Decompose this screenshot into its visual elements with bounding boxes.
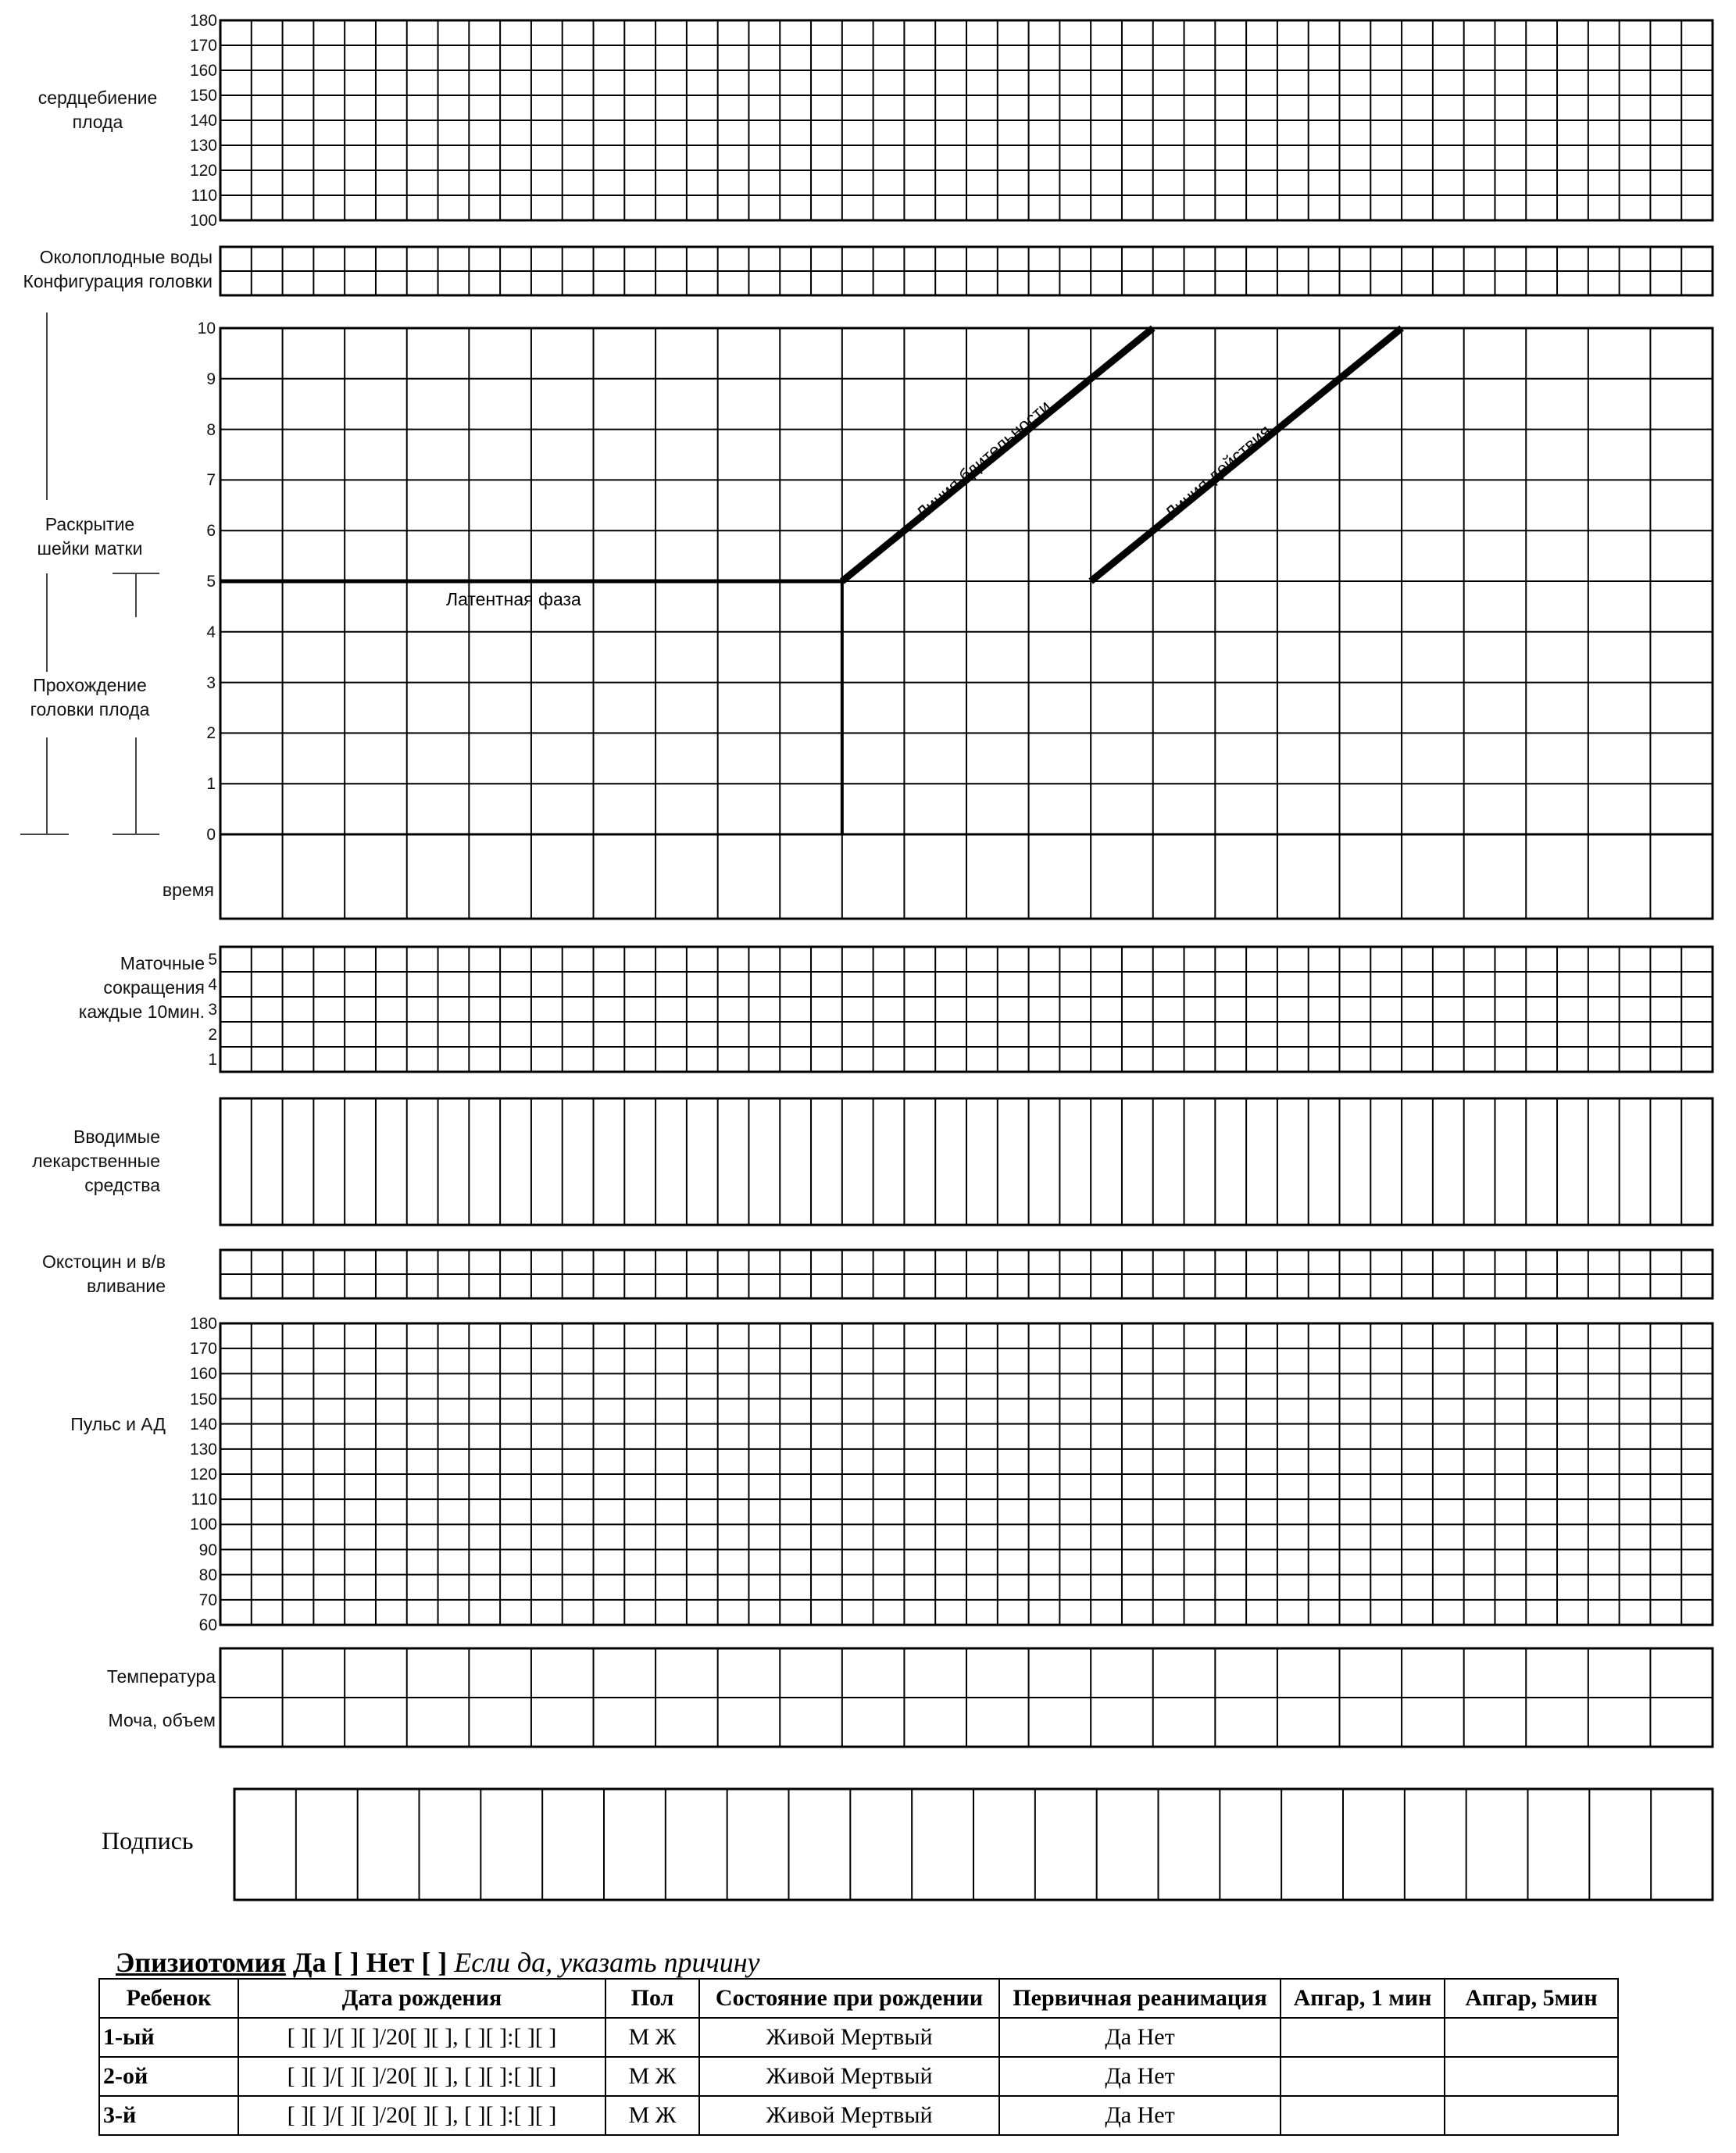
axis-tick-label: 120 bbox=[189, 1466, 217, 1484]
apgar-5-field[interactable] bbox=[1445, 2057, 1618, 2096]
header-apgar-5: Апгар, 5мин bbox=[1445, 1979, 1618, 2018]
axis-tick-label: 100 bbox=[189, 1516, 217, 1534]
header-birth-date: Дата рождения bbox=[238, 1979, 605, 2018]
pulse-bp-label: Пульс и АД bbox=[70, 1414, 166, 1434]
birth-date-field[interactable]: [ ][ ]/[ ][ ]/20[ ][ ], [ ][ ]:[ ][ ] bbox=[238, 2018, 605, 2057]
axis-tick-label: 8 bbox=[206, 420, 216, 439]
apgar-5-field[interactable] bbox=[1445, 2096, 1618, 2135]
birth-date-field[interactable]: [ ][ ]/[ ][ ]/20[ ][ ], [ ][ ]:[ ][ ] bbox=[238, 2057, 605, 2096]
axis-tick-label: 140 bbox=[189, 1415, 217, 1434]
action-line-label: Линия действия bbox=[1160, 420, 1275, 524]
fetal-heart-label: сердцебиение плода bbox=[38, 87, 158, 132]
table-row bbox=[99, 2018, 1618, 2057]
births-table bbox=[98, 1978, 1619, 2136]
axis-tick-label: 100 bbox=[189, 212, 217, 230]
apgar-5-field[interactable] bbox=[1445, 2018, 1618, 2057]
axis-tick-label: 1 bbox=[206, 775, 216, 794]
episiotomy-reason: Если да, указать причину bbox=[454, 1947, 760, 1978]
axis-tick-label: 60 bbox=[198, 1616, 217, 1634]
drugs-label: Вводимые лекарственные средства bbox=[32, 1126, 160, 1195]
apgar-1-field[interactable] bbox=[1281, 2018, 1445, 2057]
birth-date-field[interactable]: [ ][ ]/[ ][ ]/20[ ][ ], [ ][ ]:[ ][ ] bbox=[238, 2096, 605, 2135]
header-sex: Пол bbox=[605, 1979, 699, 2018]
state-field[interactable]: Живой Мертвый bbox=[699, 2096, 999, 2135]
axis-tick-label: 160 bbox=[189, 1365, 217, 1384]
amniotic-label: Околоплодные воды Конфигурация головки bbox=[23, 247, 213, 291]
signature-label: Подпись bbox=[102, 1826, 194, 1855]
oxytocin-label: Окстоцин и в/в вливание bbox=[42, 1251, 166, 1296]
urine-label: Моча, объем bbox=[108, 1710, 216, 1730]
axis-tick-label: 180 bbox=[189, 12, 217, 30]
axis-tick-label: 4 bbox=[206, 623, 216, 641]
contractions-label: Маточные сокращения каждые 10мин. bbox=[78, 953, 205, 1022]
sex-field[interactable]: М Ж bbox=[605, 2057, 699, 2096]
axis-tick-label: 110 bbox=[191, 1491, 217, 1509]
axis-tick-label: 130 bbox=[189, 1440, 217, 1459]
table-row bbox=[99, 2096, 1618, 2135]
axis-tick-label: 5 bbox=[208, 951, 217, 969]
alert-line-label: Линия бдительности bbox=[912, 395, 1055, 524]
axis-tick-label: 7 bbox=[206, 471, 216, 490]
axis-tick-label: 180 bbox=[189, 1315, 217, 1333]
births-header-row bbox=[99, 1979, 1618, 2018]
axis-tick-label: 0 bbox=[206, 826, 216, 844]
table-row bbox=[99, 2057, 1618, 2096]
axis-tick-label: 9 bbox=[206, 370, 216, 388]
axis-tick-label: 5 bbox=[206, 573, 216, 591]
header-state: Состояние при рождении bbox=[699, 1979, 999, 2018]
axis-tick-label: 70 bbox=[198, 1591, 217, 1609]
episiotomy-yes[interactable]: Да [ ] bbox=[292, 1947, 359, 1978]
axis-tick-label: 3 bbox=[206, 673, 216, 692]
axis-tick-label: 1 bbox=[208, 1051, 217, 1069]
axis-tick-label: 90 bbox=[198, 1541, 217, 1559]
axis-tick-label: 6 bbox=[206, 522, 216, 541]
child-cell: 3-й bbox=[99, 2096, 238, 2135]
cervix-dilation-label: Раскрытие шейки матки bbox=[37, 514, 143, 559]
header-resuscitation: Первичная реанимация bbox=[999, 1979, 1281, 2018]
resuscitation-field[interactable]: Да Нет bbox=[999, 2018, 1281, 2057]
sex-field[interactable]: М Ж bbox=[605, 2018, 699, 2057]
axis-tick-label: 2 bbox=[208, 1026, 217, 1044]
axis-tick-label: 160 bbox=[189, 62, 217, 80]
axis-tick-label: 10 bbox=[197, 320, 216, 337]
axis-tick-label: 110 bbox=[191, 187, 217, 205]
axis-tick-label: 4 bbox=[208, 976, 217, 994]
apgar-1-field[interactable] bbox=[1281, 2057, 1445, 2096]
resuscitation-field[interactable]: Да Нет bbox=[999, 2096, 1281, 2135]
axis-tick-label: 140 bbox=[189, 112, 217, 130]
child-cell: 2-ой bbox=[99, 2057, 238, 2096]
resuscitation-field[interactable]: Да Нет bbox=[999, 2057, 1281, 2096]
header-apgar-1: Апгар, 1 мин bbox=[1281, 1979, 1445, 2018]
axis-tick-label: 130 bbox=[189, 137, 217, 155]
head-descent-label: Прохождение головки плода bbox=[30, 675, 150, 719]
latent-phase-label: Латентная фаза bbox=[446, 589, 581, 609]
header-child: Ребенок bbox=[99, 1979, 238, 2018]
axis-tick-label: 3 bbox=[208, 1001, 217, 1019]
axis-tick-label: 80 bbox=[198, 1566, 217, 1584]
axis-tick-label: 170 bbox=[189, 37, 217, 55]
state-field[interactable]: Живой Мертвый bbox=[699, 2018, 999, 2057]
axis-tick-label: 150 bbox=[189, 87, 217, 105]
axis-tick-label: 120 bbox=[189, 162, 217, 180]
episiotomy-line bbox=[116, 1946, 760, 1979]
temperature-label: Температура bbox=[106, 1666, 216, 1687]
axis-tick-label: 170 bbox=[189, 1340, 217, 1359]
state-field[interactable]: Живой Мертвый bbox=[699, 2057, 999, 2096]
episiotomy-title: Эпизиотомия bbox=[116, 1947, 286, 1978]
time-label: время bbox=[162, 880, 214, 900]
episiotomy-no[interactable]: Нет [ ] bbox=[366, 1947, 448, 1978]
axis-tick-label: 2 bbox=[206, 724, 216, 743]
child-cell: 1-ый bbox=[99, 2018, 238, 2057]
axis-tick-label: 150 bbox=[189, 1390, 217, 1409]
sex-field[interactable]: М Ж bbox=[605, 2096, 699, 2135]
apgar-1-field[interactable] bbox=[1281, 2096, 1445, 2135]
